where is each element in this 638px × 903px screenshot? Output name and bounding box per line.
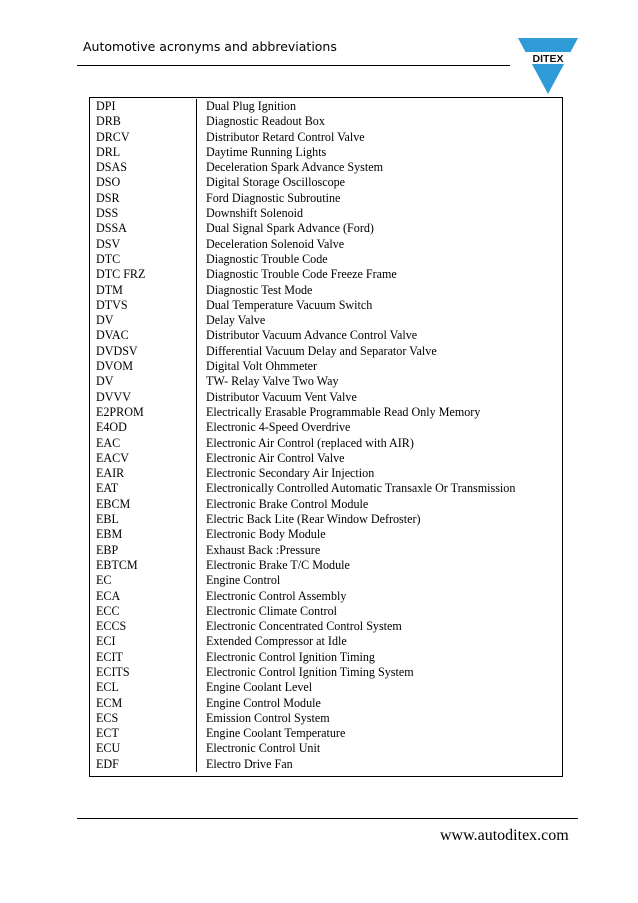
meaning-cell: Engine Coolant Level — [206, 680, 313, 695]
acronym-cell: E2PROM — [90, 405, 197, 420]
acronym-cell: ECIT — [90, 650, 197, 665]
acronym-cell: ECS — [90, 711, 197, 726]
meaning-cell: Engine Control — [206, 573, 281, 588]
table-row — [90, 237, 562, 252]
footer-url[interactable]: www.autoditex.com — [440, 827, 569, 844]
acronym-cell: DTC FRZ — [90, 267, 197, 282]
acronym-cell: DRCV — [90, 130, 197, 145]
meaning-cell: Deceleration Spark Advance System — [206, 160, 383, 175]
acronym-cell: DSS — [90, 206, 197, 221]
table-row — [90, 573, 562, 588]
logo-text: DITEX — [532, 53, 564, 65]
table-row — [90, 175, 562, 190]
meaning-cell: Dual Plug Ignition — [206, 99, 297, 113]
acronym-cell: EDF — [90, 757, 197, 772]
acronym-cell: ECCS — [90, 619, 197, 634]
meaning-cell: Diagnostic Trouble Code Freeze Frame — [206, 267, 397, 282]
acronym-cell: DV — [90, 374, 197, 389]
meaning-cell: Electronic Control Unit — [206, 741, 321, 756]
acronym-cell: EAT — [90, 481, 197, 496]
table-row — [90, 221, 562, 236]
acronym-cell: DRB — [90, 114, 197, 129]
table-row — [90, 466, 562, 481]
table-row — [90, 436, 562, 451]
table-row — [90, 481, 562, 496]
table-row — [90, 726, 562, 741]
document-title: Automotive acronyms and abbreviations — [83, 39, 337, 54]
meaning-cell: Diagnostic Trouble Code — [206, 251, 328, 266]
meaning-cell: Electronic Air Control (replaced with AIR) — [206, 435, 414, 450]
table-row — [90, 405, 562, 420]
meaning-cell: Electronic Control Assembly — [206, 588, 347, 603]
table-row — [90, 558, 562, 573]
meaning-cell: Distributor Retard Control Valve — [206, 129, 365, 144]
acronym-cell: DSR — [90, 191, 197, 206]
meaning-cell: Digital Storage Oscilloscope — [206, 175, 346, 190]
table-row — [90, 619, 562, 634]
meaning-cell: Electronically Controlled Automatic Transaxle Or Transmission — [206, 481, 516, 496]
meaning-cell: Electronic Climate Control — [206, 603, 337, 618]
acronym-table — [89, 97, 563, 777]
acronym-cell: ECM — [90, 696, 197, 711]
meaning-cell: Electronic Brake Control Module — [206, 496, 369, 511]
table-row — [90, 543, 562, 558]
table-row — [90, 634, 562, 649]
meaning-cell: Electronic Concentrated Control System — [206, 619, 402, 634]
meaning-cell: Engine Coolant Temperature — [206, 726, 346, 741]
table-row — [90, 252, 562, 267]
ditex-logo — [516, 36, 580, 96]
table-row — [90, 420, 562, 435]
meaning-cell: Ford Diagnostic Subroutine — [206, 190, 341, 205]
acronym-cell: DSAS — [90, 160, 197, 175]
table-row — [90, 527, 562, 542]
table-row — [90, 680, 562, 695]
table-row — [90, 451, 562, 466]
table-row — [90, 99, 562, 114]
table-row — [90, 757, 562, 772]
meaning-cell: Electronic Body Module — [206, 527, 326, 542]
meaning-cell: Electronic 4-Speed Overdrive — [206, 420, 351, 435]
acronym-cell: DSV — [90, 237, 197, 252]
acronym-cell: EAC — [90, 436, 197, 451]
acronym-cell: ECU — [90, 741, 197, 756]
meaning-cell: Engine Control Module — [206, 695, 321, 710]
acronym-cell: DV — [90, 313, 197, 328]
table-row — [90, 604, 562, 619]
table-row — [90, 374, 562, 389]
meaning-cell: Electronic Control Ignition Timing — [206, 649, 375, 664]
logo-triangle — [518, 38, 578, 94]
acronym-cell: ECT — [90, 726, 197, 741]
acronym-cell: DSSA — [90, 221, 197, 236]
table-row — [90, 344, 562, 359]
acronym-cell: DRL — [90, 145, 197, 160]
table-row — [90, 283, 562, 298]
meaning-cell: Distributor Vacuum Vent Valve — [206, 389, 357, 404]
acronym-cell: DVOM — [90, 359, 197, 374]
table-row — [90, 741, 562, 756]
header-divider — [77, 65, 510, 66]
meaning-cell: Electrically Erasable Programmable Read Only Memory — [206, 404, 481, 419]
acronym-cell: ECC — [90, 604, 197, 619]
table-row — [90, 589, 562, 604]
acronym-cell: ECI — [90, 634, 197, 649]
table-row — [90, 206, 562, 221]
acronym-cell: EC — [90, 573, 197, 588]
table-row — [90, 696, 562, 711]
acronym-cell: EBCM — [90, 497, 197, 512]
acronym-cell: EBL — [90, 512, 197, 527]
footer-divider — [77, 818, 578, 819]
table-row — [90, 145, 562, 160]
meaning-cell: Emission Control System — [206, 710, 330, 725]
acronym-cell: EAIR — [90, 466, 197, 481]
table-row — [90, 160, 562, 175]
meaning-cell: Delay Valve — [206, 313, 266, 328]
meaning-cell: Electro Drive Fan — [206, 756, 293, 771]
acronym-cell: DPI — [90, 99, 197, 114]
table-row — [90, 130, 562, 145]
table-row — [90, 313, 562, 328]
meaning-cell: Electric Back Lite (Rear Window Defroster) — [206, 512, 421, 527]
table-row — [90, 191, 562, 206]
meaning-cell: Digital Volt Ohmmeter — [206, 359, 318, 374]
table-row — [90, 267, 562, 282]
meaning-cell: Electronic Air Control Valve — [206, 450, 345, 465]
meaning-cell: Downshift Solenoid — [206, 206, 304, 221]
meaning-cell: Electronic Control Ignition Timing System — [206, 664, 414, 679]
meaning-cell: Diagnostic Readout Box — [206, 114, 325, 129]
meaning-cell: Exhaust Back :Pressure — [206, 542, 321, 557]
table-padding — [90, 772, 562, 776]
meaning-cell: TW- Relay Valve Two Way — [206, 374, 339, 389]
acronym-cell: DTM — [90, 283, 197, 298]
table-row — [90, 390, 562, 405]
meaning-cell: Daytime Running Lights — [206, 144, 327, 159]
meaning-cell: Diagnostic Test Mode — [206, 282, 313, 297]
meaning-cell: Electronic Brake T/C Module — [206, 557, 350, 572]
acronym-cell: ECA — [90, 589, 197, 604]
table-row — [90, 650, 562, 665]
table-row — [90, 328, 562, 343]
acronym-cell: EBM — [90, 527, 197, 542]
acronym-cell: DVVV — [90, 390, 197, 405]
acronym-cell: DTC — [90, 252, 197, 267]
acronym-cell: EBP — [90, 543, 197, 558]
acronym-cell: EACV — [90, 451, 197, 466]
table-row — [90, 665, 562, 680]
acronym-cell: ECITS — [90, 665, 197, 680]
acronym-cell: ECL — [90, 680, 197, 695]
meaning-cell: Dual Temperature Vacuum Switch — [206, 297, 373, 312]
meaning-cell: Differential Vacuum Delay and Separator Valve — [206, 343, 437, 358]
table-row — [90, 512, 562, 527]
table-row — [90, 711, 562, 726]
meaning-cell: Dual Signal Spark Advance (Ford) — [206, 221, 374, 236]
meaning-cell: Distributor Vacuum Advance Control Valve — [206, 328, 418, 343]
acronym-cell: DTVS — [90, 298, 197, 313]
acronym-cell: E4OD — [90, 420, 197, 435]
acronym-cell: DSO — [90, 175, 197, 190]
table-row — [90, 497, 562, 512]
table-row — [90, 359, 562, 374]
meaning-cell: Electronic Secondary Air Injection — [206, 466, 375, 481]
acronym-cell: DVAC — [90, 328, 197, 343]
table-row — [90, 114, 562, 129]
acronym-cell: EBTCM — [90, 558, 197, 573]
table-row — [90, 298, 562, 313]
meaning-cell: Extended Compressor at Idle — [206, 634, 347, 649]
meaning-cell: Deceleration Solenoid Valve — [206, 236, 345, 251]
acronym-cell: DVDSV — [90, 344, 197, 359]
